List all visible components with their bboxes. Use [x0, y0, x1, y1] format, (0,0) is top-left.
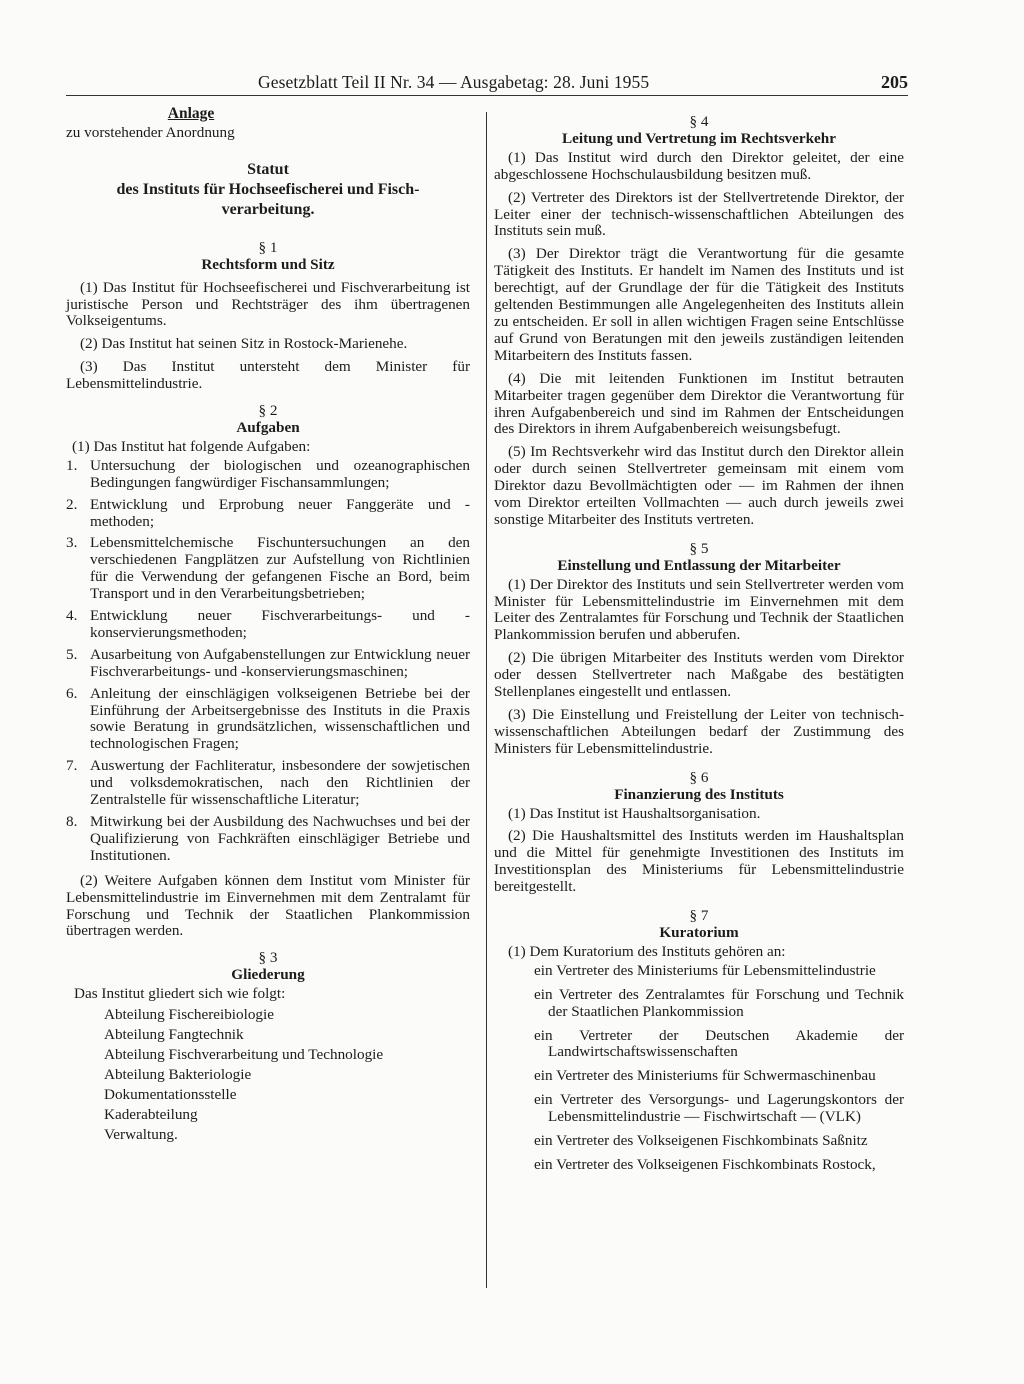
section-number: § 7	[689, 907, 709, 925]
paragraph: (3) Der Direktor trägt die Verantwortung für die gesamte Tätigkeit des Instituts. Er handelt im Namen des Instituts und ist berechtigt, auf der Grundlage der für die Tätigkeit des Instituts geltenden Bestimmungen alle Angelegenheiten des Instituts allein zu entscheiden. Er soll in allen wichtigen Fragen seine Entschlüsse auf Grund von Beratungen mit den jeweils zuständigen leitenden Mitarbeitern des Instituts fassen.	[494, 245, 904, 364]
list-item	[66, 647, 470, 681]
section-number: § 4	[689, 113, 709, 130]
section-number: § 6	[689, 768, 709, 786]
list-text: Mitwirkung bei der Ausbildung des Nachwuchses und bei der Qualifizierung von Fachkräften einschlägiger Betriebe und Institutionen.	[90, 813, 470, 864]
statute-title-line: des Instituts für Hochseefischerei und Fisch-	[116, 180, 420, 198]
list-item	[66, 608, 470, 642]
list-text: Untersuchung der biologischen und ozeanographischen Bedingungen fangwürdiger Fischansammlungen;	[90, 456, 470, 491]
list-number: 2.	[66, 495, 78, 513]
list-number: 1.	[66, 456, 78, 474]
paragraph: (2) Die übrigen Mitarbeiter des Instituts werden vom Direktor oder dessen Stellvertreter nach Maßgabe des bestätigten Stellenplanes eingestellt und entlassen.	[494, 649, 904, 701]
section-number: § 2	[258, 402, 278, 420]
list-item: ein Vertreter des Volkseigenen Fischkombinats Rostock,	[534, 1155, 876, 1173]
paragraph: (5) Im Rechtsverkehr wird das Institut durch den Direktor allein oder durch seinen Stellvertreter gemeinsam mit einem vom Direktor dazu Bevollmächtigten oder — im Rahmen der ihnen vom Direktor erteilten Vollmachten — auch durch jeweils zwei sonstige Mitarbeiter des Instituts vertreten.	[494, 443, 904, 528]
statute-title-line: verarbeitung.	[221, 200, 315, 218]
section-title: Finanzierung des Instituts	[614, 785, 784, 803]
list-item: Abteilung Fischereibiologie	[104, 1006, 274, 1024]
list-number: 5.	[66, 645, 78, 663]
right-column	[494, 106, 904, 1181]
paragraph: (2) Weitere Aufgaben können dem Institut vom Minister für Lebensmittelindustrie im Einvernehmen mit dem Zentralamt für Forschung und Technik der Staatlichen Plankommission übertragen werden.	[66, 871, 470, 940]
section-number: § 3	[258, 949, 278, 967]
section-title: Leitung und Vertretung im Rechtsverkehr	[562, 129, 836, 147]
statute-title-line: Statut	[247, 160, 289, 178]
list-number: 3.	[66, 534, 78, 552]
list-item	[66, 497, 470, 531]
list-text: Entwicklung neuer Fischverarbeitungs- und -konservierungsmethoden;	[90, 607, 470, 641]
list-item: ein Vertreter des Ministeriums für Schwermaschinenbau	[534, 1067, 876, 1085]
list-item: Verwaltung.	[104, 1126, 178, 1144]
list-number: 4.	[66, 607, 78, 625]
list-item	[66, 758, 470, 809]
list-item	[66, 535, 470, 603]
list-item: ein Vertreter des Zentralamtes für Forschung und Technik der Staatlichen Plankommission	[534, 985, 904, 1020]
section-title: Gliederung	[231, 966, 305, 984]
paragraph: (1) Das Institut für Hochseefischerei und Fischverarbeitung ist juristische Person und Rechtsträger des ihm übertragenen Volkseigentums.	[66, 278, 470, 330]
list-item	[66, 814, 470, 865]
section-title: Aufgaben	[236, 418, 300, 436]
paragraph: (4) Die mit leitenden Funktionen im Institut betrauten Mitarbeiter tragen gegenüber dem Direktor die Verantwortung für ihren Aufgabenbereich und sind im Rahmen der Entscheidungen des Direktors in ihrem Aufgabenbereich weisungsbefugt.	[494, 369, 904, 438]
paragraph: (3) Das Institut untersteht dem Minister für Lebensmittelindustrie.	[66, 358, 470, 393]
anlage-subtitle: zu vorstehender Anordnung	[66, 123, 235, 141]
list-item: ein Vertreter der Deutschen Akademie der Landwirtschaftswissenschaften	[534, 1026, 904, 1061]
section-number: § 1	[258, 238, 278, 256]
section-title: Kuratorium	[659, 923, 739, 941]
list-item: Abteilung Bakteriologie	[104, 1066, 252, 1084]
page-number: 205	[881, 72, 908, 92]
list-item	[66, 686, 470, 754]
list-item: Abteilung Fangtechnik	[104, 1026, 244, 1044]
paragraph: (1) Dem Kuratorium des Instituts gehören an:	[508, 942, 786, 960]
list-item: Kaderabteilung	[104, 1106, 198, 1124]
list-item: ein Vertreter des Ministeriums für Lebensmittelindustrie	[534, 961, 876, 979]
anlage-heading: Anlage	[167, 105, 215, 122]
board-member-list	[534, 963, 904, 1174]
paragraph: (1) Der Direktor des Instituts und sein Stellvertreter werden vom Minister für Lebensmittelindustrie im Einvernehmen mit dem Leiter des Zentralamtes für Forschung und Technik der Staatlichen Plankommission berufen und abberufen.	[494, 575, 904, 644]
list-text: Auswertung der Fachliteratur, insbesondere der sowjetischen und volksdemokratischen, nach den Richtlinien der Zentralstelle für wissenschaftliche Literatur;	[90, 757, 470, 809]
paragraph: (1) Das Institut ist Haushaltsorganisation.	[508, 804, 761, 822]
department-list	[104, 1005, 470, 1145]
list-text: Ausarbeitung von Aufgabenstellungen zur Entwicklung neuer Fischverarbeitungs- und -konservierungsmaschinen;	[90, 645, 470, 680]
statute-title	[66, 160, 470, 220]
paragraph: (2) Die Haushaltsmittel des Instituts werden im Haushaltsplan und die Mittel für genehmigte Investitionen des Instituts im Investitionsplan des Ministeriums für Lebensmittelindustrie bereitgestellt.	[494, 827, 904, 896]
paragraph: (2) Das Institut hat seinen Sitz in Rostock-Marienehe.	[80, 335, 408, 353]
list-item: ein Vertreter des Volkseigenen Fischkombinats Saßnitz	[534, 1132, 868, 1150]
running-title: Gesetzblatt Teil II Nr. 34 — Ausgabetag: 28. Juni 1955	[258, 72, 650, 92]
list-item: Abteilung Fischverarbeitung und Technologie	[104, 1046, 384, 1064]
paragraph: (1) Das Institut wird durch den Direktor geleitet, der eine abgeschlossene Hochschulausbildung besitzen muß.	[494, 148, 904, 183]
list-text: Anleitung der einschlägigen volkseigenen Betriebe bei der Einführung der Arbeitsergebnisse des Instituts in die Praxis sowie Beratung in grundsätzlichen, wissenschaftlichen und technologischen Fragen;	[90, 684, 470, 753]
left-column	[66, 106, 470, 1145]
list-item: ein Vertreter des Versorgungs- und Lagerungskontors der Lebensmittelindustrie — Fischwirtschaft — (VLK)	[534, 1091, 904, 1126]
header-rule	[66, 95, 908, 96]
section-title: Rechtsform und Sitz	[201, 255, 335, 273]
list-number: 7.	[66, 757, 78, 775]
paragraph: (2) Vertreter des Direktors ist der Stellvertretende Direktor, der Leiter einer der technisch-wissenschaftlichen Abteilungen des Instituts sein muß.	[494, 188, 904, 240]
list-number: 6.	[66, 684, 78, 702]
paragraph: (3) Die Einstellung und Freistellung der Leiter von technisch-wissenschaftlichen Abteilungen bedarf der Zustimmung des Ministers für Lebensmittelindustrie.	[494, 706, 904, 757]
paragraph: Das Institut gliedert sich wie folgt:	[74, 985, 286, 1003]
paragraph: (1) Das Institut hat folgende Aufgaben:	[72, 437, 311, 455]
section-title: Einstellung und Entlassung der Mitarbeiter	[557, 556, 841, 574]
page-header	[66, 68, 908, 96]
list-number: 8.	[66, 813, 78, 830]
list-text: Entwicklung und Erprobung neuer Fanggeräte und -methoden;	[90, 495, 470, 530]
list-item	[66, 458, 470, 492]
column-divider	[486, 112, 487, 1288]
list-item: Dokumentationsstelle	[104, 1086, 237, 1104]
list-text: Lebensmittelchemische Fischuntersuchungen an den verschiedenen Fangplätzen zur Aufstellung von Richtlinien für die Verwendung der gefangenen Fische an Bord, beim Transport und in den Verarbeitungsbetrieben;	[90, 534, 470, 603]
section-number: § 5	[689, 539, 709, 557]
task-list	[66, 458, 470, 865]
